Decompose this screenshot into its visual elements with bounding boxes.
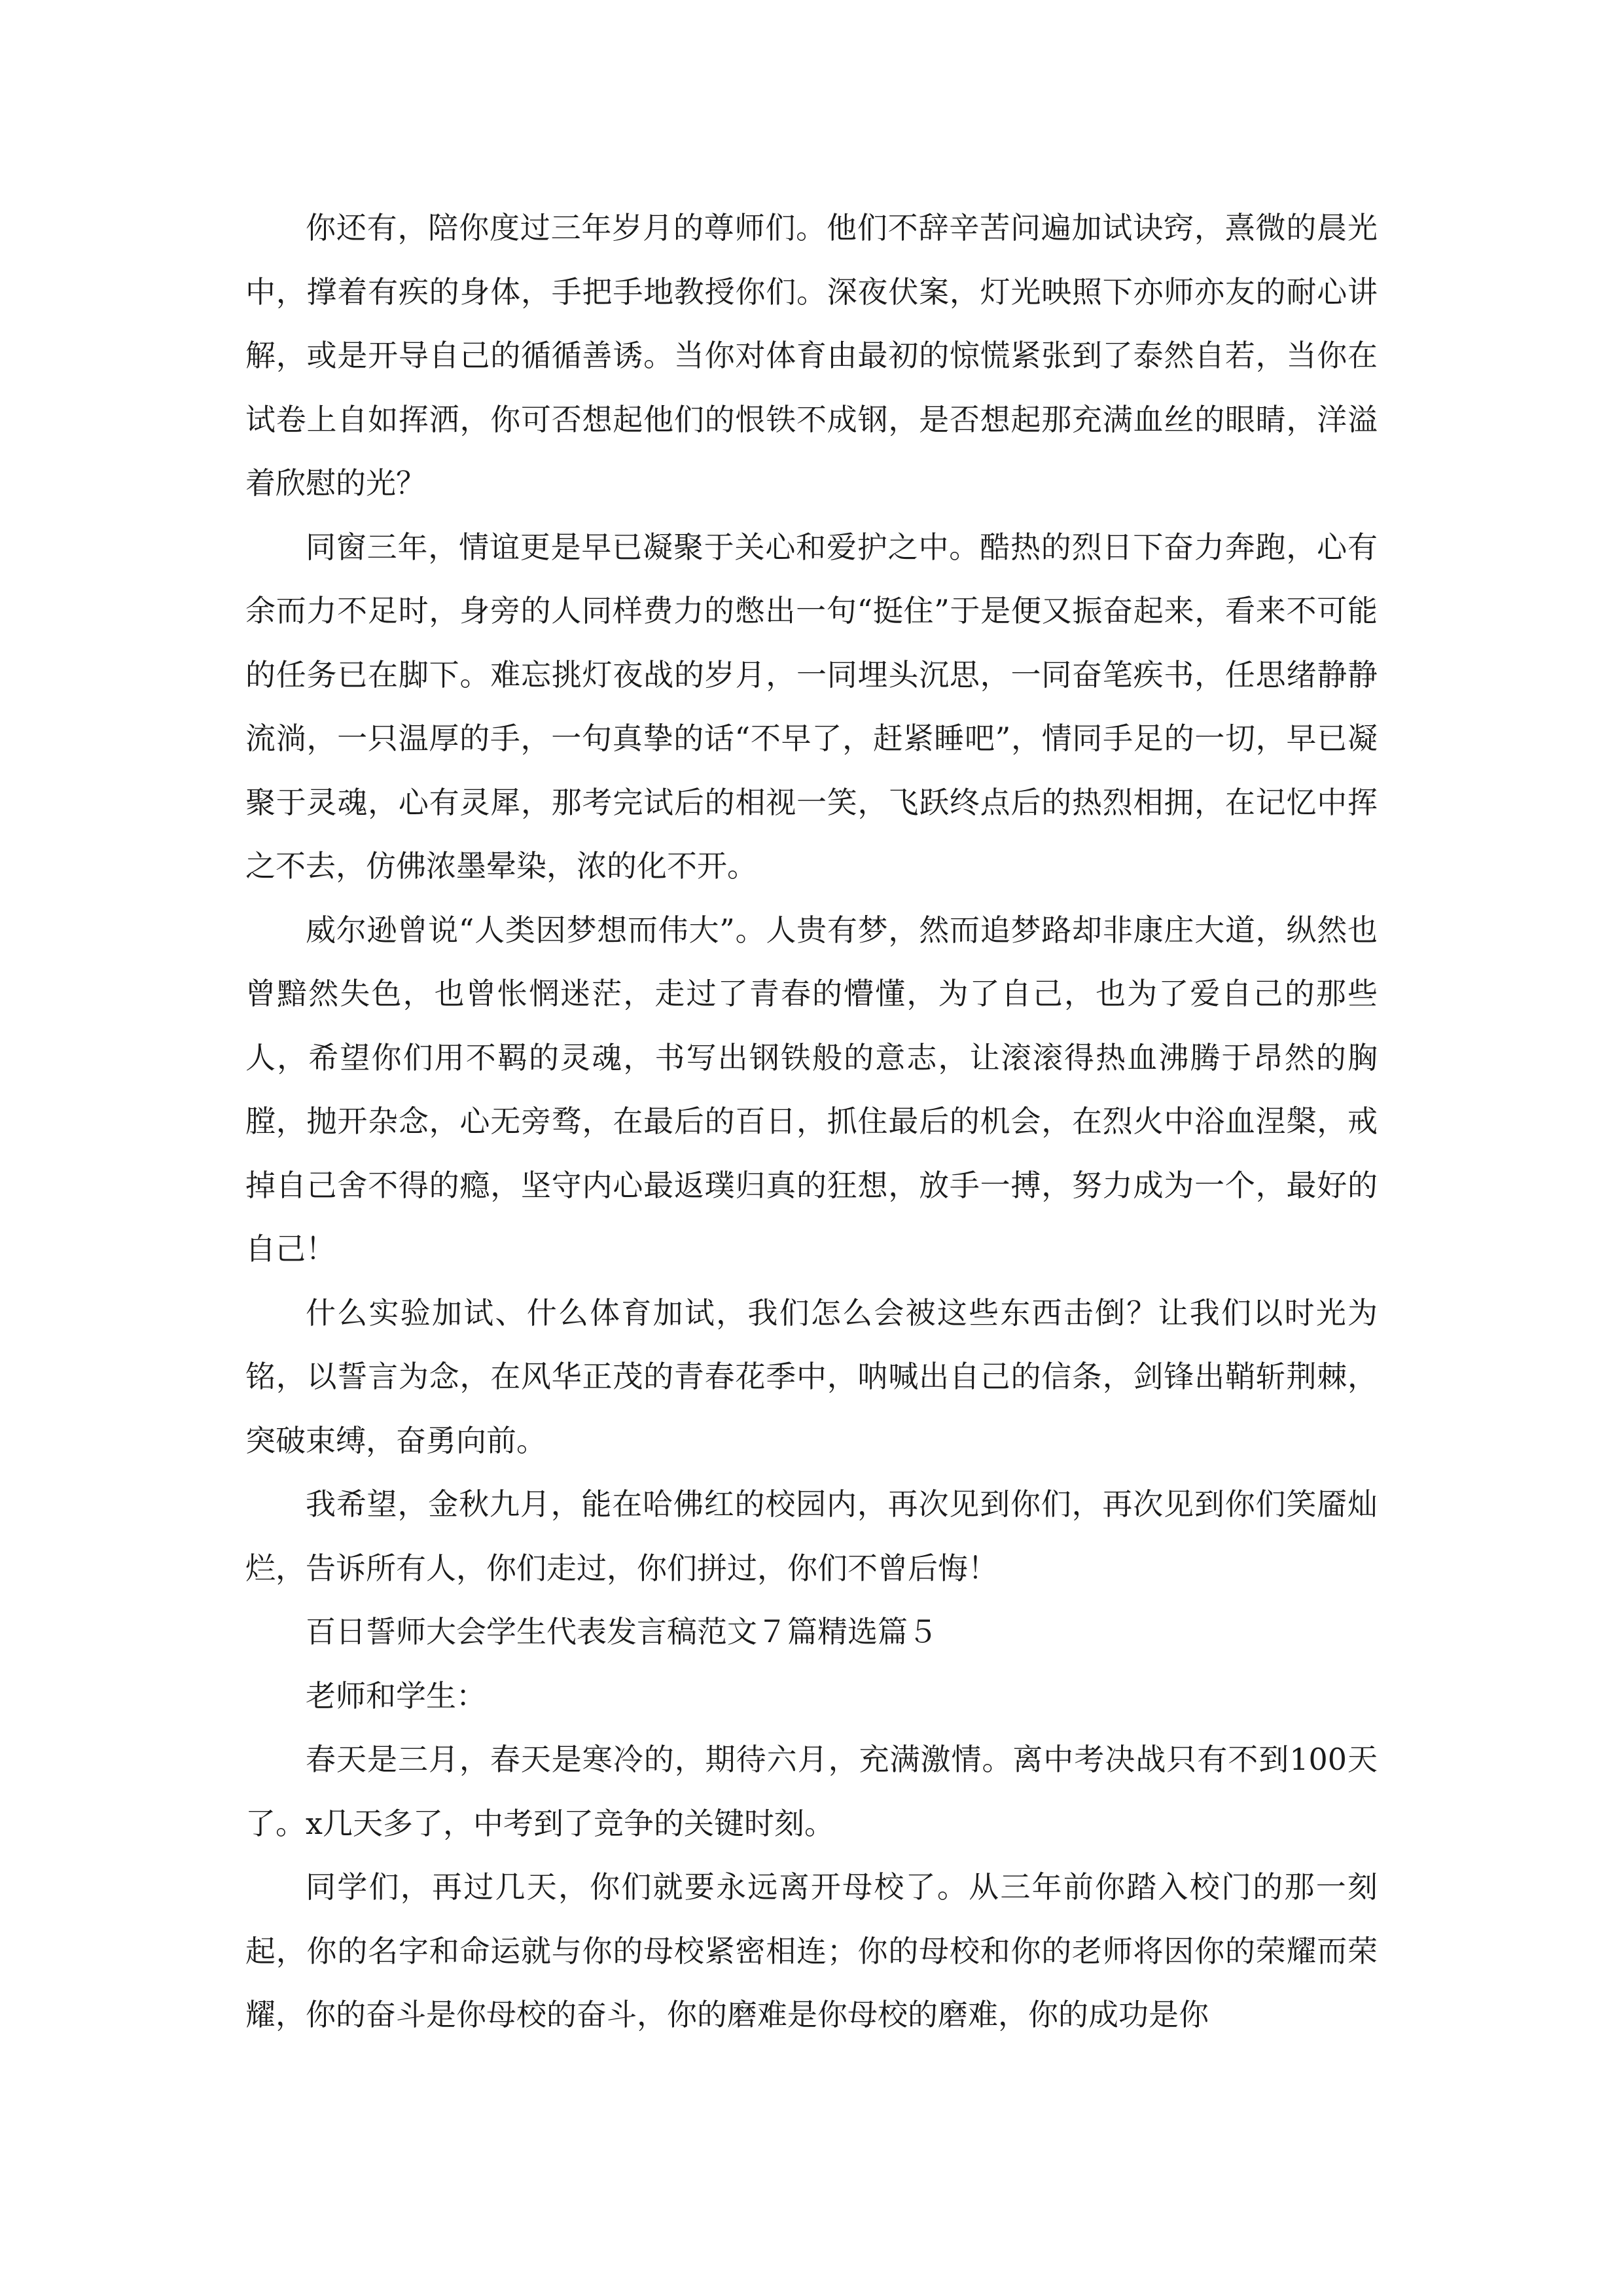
paragraph-alma-mater: 同学们，再过几天，你们就要永远离开母校了。从三年前你踏入校门的那一刻起，你的名字和命运就与你的母校紧密相连；你的母校和你的老师将因你的荣耀而荣耀，你的奋斗是你母校的奋斗，你的磨难是你母校的磨难，你的成功是你 <box>245 1869 1378 2032</box>
document-body <box>245 196 1378 2047</box>
paragraph-classmates: 同窗三年，情谊更是早已凝聚于关心和爱护之中。酷热的烈日下奋力奔跑，心有余而力不足时，身旁的人同样费力的憋出一句“挺住”于是便又振奋起来，看来不可能的任务已在脚下。难忘挑灯夜战的岁月，一同埋头沉思，一同奋笔疾书，任思绪静静流淌，一只温厚的手，一句真挚的话“不早了，赶紧睡吧”，情同手足的一切，早已凝聚于灵魂，心有灵犀，那考完试后的相视一笑，飞跃终点后的热烈相拥，在记忆中挥之不去，仿佛浓墨晕染，浓的化不开。 <box>245 529 1378 884</box>
paragraph-exams: 什么实验加试、什么体育加试，我们怎么会被这些东西击倒？让我们以时光为铭，以誓言为念，在风华正茂的青春花季中，呐喊出自己的信条，剑锋出鞘斩荆棘，突破束缚，奋勇向前。 <box>245 1295 1378 1458</box>
paragraph-teachers: 你还有，陪你度过三年岁月的尊师们。他们不辞辛苦问遍加试诀窍，熹微的晨光中，撑着有疾的身体，手把手地教授你们。深夜伏案，灯光映照下亦师亦友的耐心讲解，或是开导自己的循循善诱。当你对体育由最初的惊慌紧张到了泰然自若，当你在试卷上自如挥洒，你可否想起他们的恨铁不成钢，是否想起那充满血丝的眼睛，洋溢着欣慰的光？ <box>245 210 1378 501</box>
paragraph-dreams: 威尔逊曾说“人类因梦想而伟大”。人贵有梦，然而追梦路却非康庄大道，纵然也曾黯然失色，也曾怅惘迷茫，走过了青春的懵懂，为了自己，也为了爱自己的那些人，希望你们用不羁的灵魂，书写出钢铁般的意志，让滚滚得热血沸腾于昂然的胸膛，抛开杂念，心无旁骛，在最后的百日，抓住最后的机会，在烈火中浴血涅槃，戒掉自己舍不得的瘾，坚守内心最返璞归真的狂想，放手一搏，努力成为一个，最好的自己！ <box>245 912 1378 1266</box>
section-heading: 百日誓师大会学生代表发言稿范文７篇精选篇５ <box>306 1614 938 1649</box>
salutation: 老师和学生： <box>306 1677 486 1713</box>
paragraph-hope: 我希望，金秋九月，能在哈佛红的校园内，再次见到你们，再次见到你们笑靥灿烂，告诉所有人，你们走过，你们拼过，你们不曾后悔！ <box>245 1486 1378 1586</box>
paragraph-spring: 春天是三月，春天是寒冷的，期待六月，充满激情。离中考决战只有不到100天了。x几天多了，中考到了竞争的关键时刻。 <box>245 1742 1378 1841</box>
